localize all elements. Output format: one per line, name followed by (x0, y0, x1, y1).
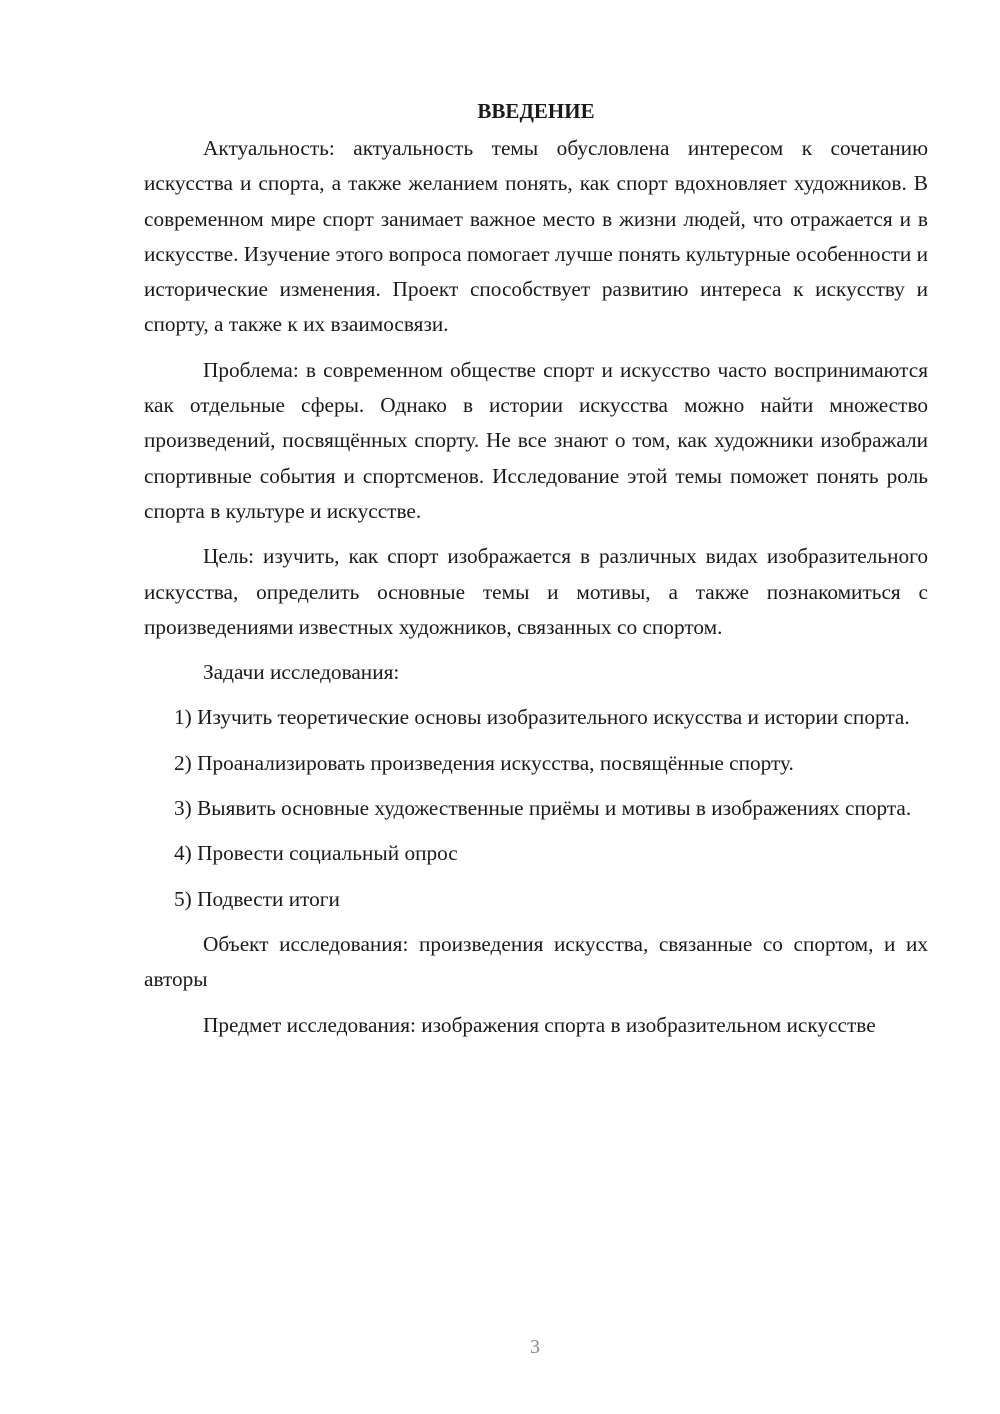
relevance-paragraph: Актуальность: актуальность темы обусловлена интересом к сочетанию искусства и спорта, а также желанием понять, как спорт вдохновляет художников. В современном мире спорт занимает важное место в жизни людей, что отражается и в искусстве. Изучение этого вопроса помогает лучше понять культурные особенности и исторические изменения. Проект способствует развитию интереса к искусству и спорту, а также к их взаимосвязи. (144, 136, 928, 337)
subject-paragraph: Предмет исследования: изображения спорта в изобразительном искусстве (203, 1012, 876, 1037)
task-item-2: 2) Проанализировать произведения искусства, посвящённые спорту. (174, 750, 794, 775)
page-number: 3 (530, 1336, 540, 1358)
problem-paragraph: Проблема: в современном обществе спорт и искусство часто воспринимаются как отдельные сферы. Однако в истории искусства можно найти множество произведений, посвящённых спорту. Не все знают о том, как художники изображали спортивные события и спортсменов. Исследование этой темы поможет понять роль спорта в культуре и искусстве. (144, 357, 928, 523)
task-item-4: 4) Провести социальный опрос (174, 841, 458, 866)
goal-paragraph: Цель: изучить, как спорт изображается в различных видах изобразительного искусства, определить основные темы и мотивы, а также познакомиться с произведениями известных художников, связанных со спортом. (144, 544, 928, 639)
document-page (144, 96, 928, 1053)
task-item-1: 1) Изучить теоретические основы изобразительного искусства и истории спорта. (174, 705, 910, 730)
section-title: ВВЕДЕНИЕ (477, 99, 595, 123)
task-item-5: 5) Подвести итоги (174, 886, 340, 911)
task-item-3: 3) Выявить основные художественные приёмы и мотивы в изображениях спорта. (174, 796, 912, 821)
tasks-list (144, 700, 928, 916)
tasks-heading: Задачи исследования: (203, 660, 400, 685)
object-paragraph: Объект исследования: произведения искусства, связанные со спортом, и их авторы (144, 931, 928, 992)
